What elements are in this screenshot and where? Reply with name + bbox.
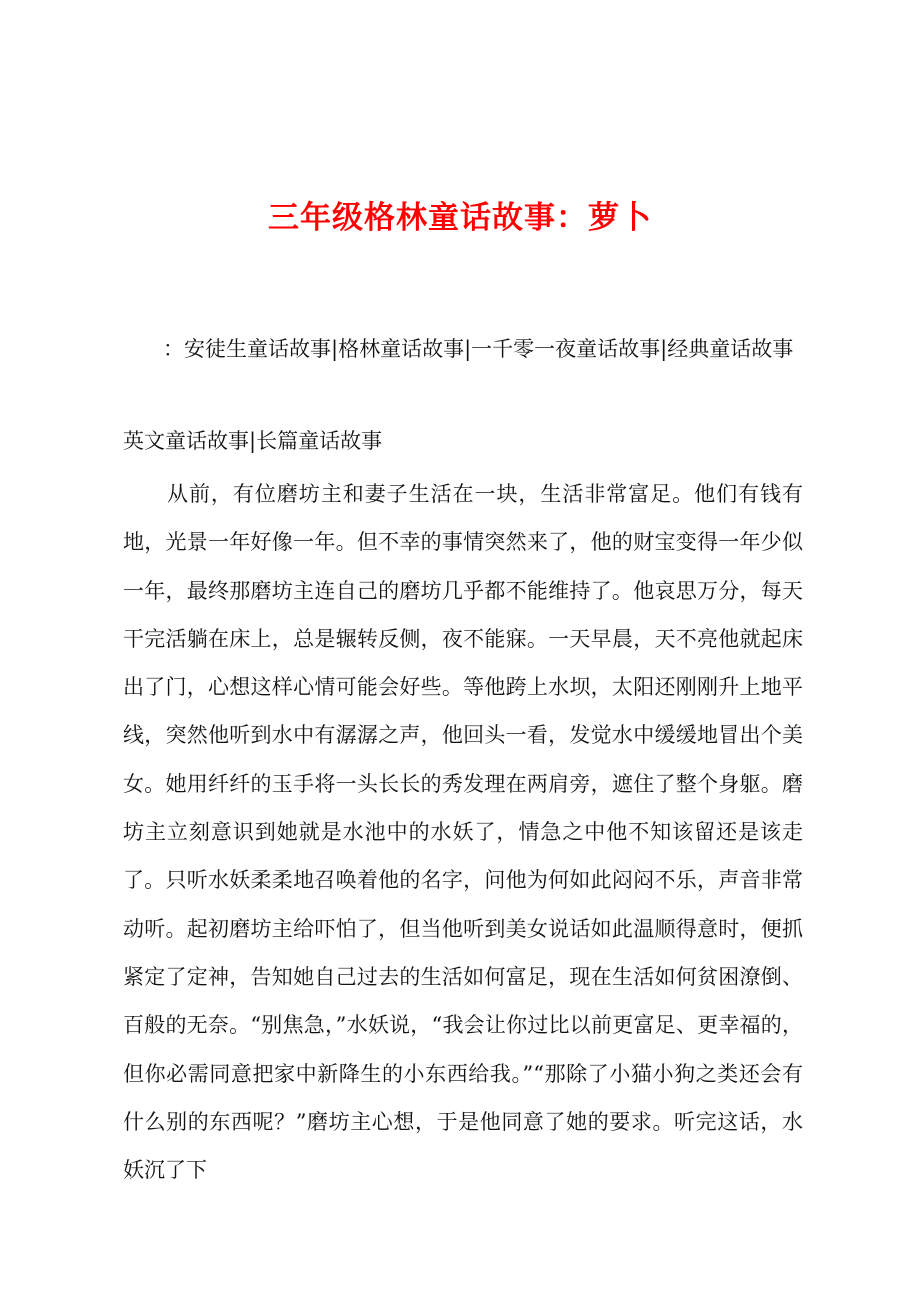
- document-title: 三年级格林童话故事：萝卜: [268, 200, 652, 236]
- story-category-links-continued: 英文童话故事|长篇童话故事: [123, 429, 383, 453]
- story-category-links: ：安徒生童话故事|格林童话故事|一千零一夜童话故事|经典童话故事: [163, 337, 794, 361]
- story-paragraph: 从前，有位磨坊主和妻子生活在一块，生活非常富足。他们有钱有地，光景一年好像一年。但不幸的事情突然来了，他的财宝变得一年少似一年，最终那磨坊主连自己的磨坊几乎都不能维持了。他哀思万分，每天干完活躺在床上，总是辗转反侧，夜不能寐。一天早晨，天不亮他就起床出了门，心想这样心情可能会好些。等他跨上水坝，太阳还刚刚升上地平线，突然他听到水中有潺潺之声，他回头一看，发觉水中缓缓地冒出个美女。她用纤纤的玉手将一头长长的秀发理在两肩旁，遮住了整个身躯。磨坊主立刻意识到她就是水池中的水妖了，情急之中他不知该留还是该走了。只听水妖柔柔地召唤着他的名字，问他为何如此闷闷不乐，声音非常动听。起初磨坊主给吓怕了，但当他听到美女说话如此温顺得意时，便抓紧定了定神，告知她自己过去的生活如何富足，现在生活如何贫困潦倒、百般的无奈。“别焦急，”水妖说，“我会让你过比以前更富足、更幸福的，但你必需同意把家中新降生的小东西给我。”“那除了小猫小狗之类还会有什么别的东西呢？”磨坊主心想，于是他同意了她的要求。听完这话，水妖沉了下: [123, 482, 803, 1183]
